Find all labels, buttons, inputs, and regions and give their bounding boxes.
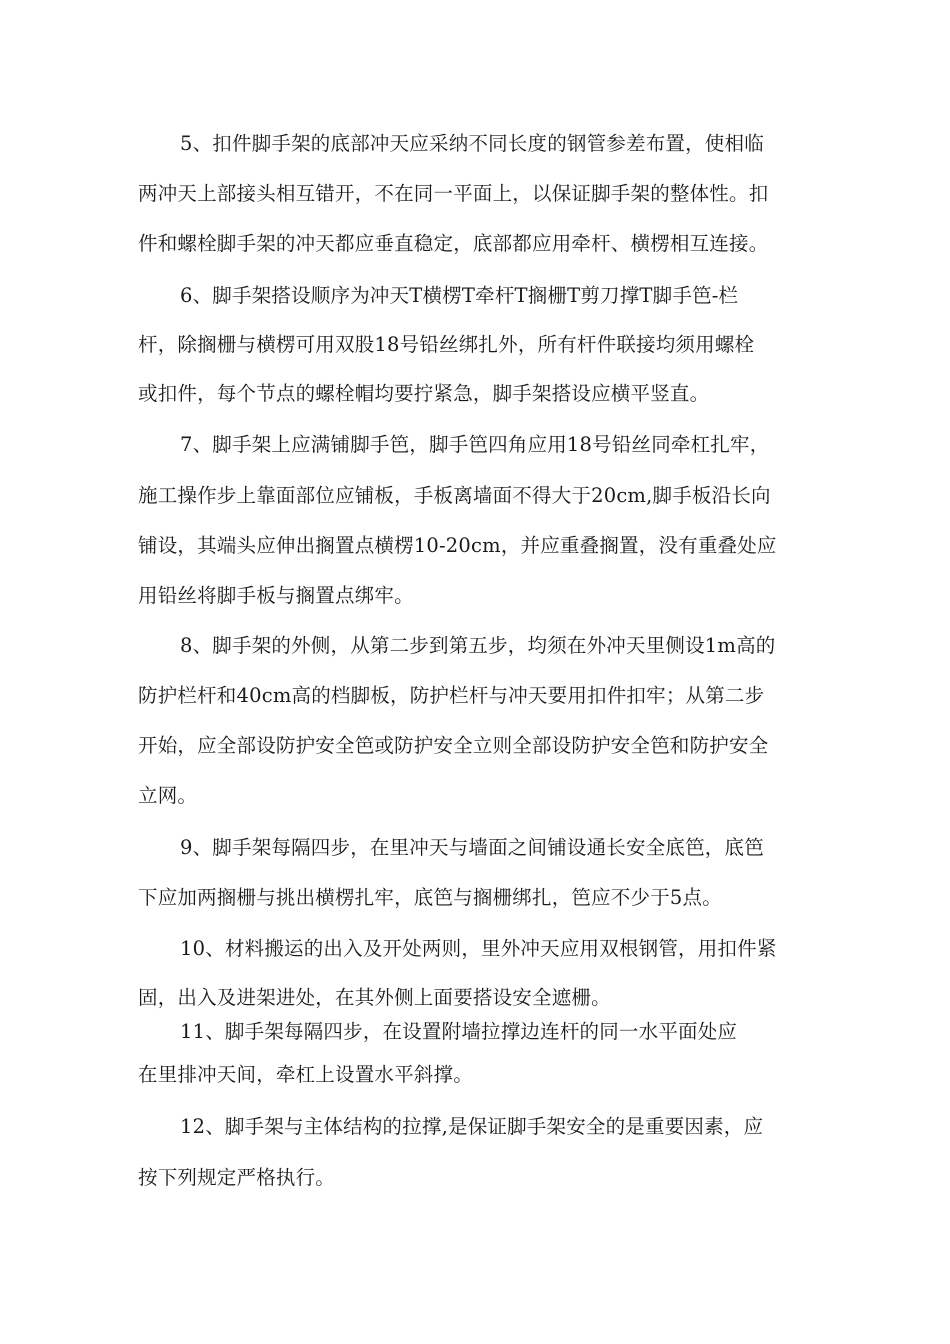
paragraph-8-line-4: 立网。 — [138, 784, 198, 807]
paragraph-5-line-1: 5、扣件脚手架的底部冲天应采纳不同长度的钢管参差布置，使相临 — [180, 132, 764, 155]
paragraph-11-line-2: 在里排冲天间，牵杠上设置水平斜撑。 — [138, 1063, 473, 1086]
paragraph-12-line-2: 按下列规定严格执行。 — [138, 1166, 336, 1189]
paragraph-9-line-2: 下应加两搁栅与挑出横楞扎牢，底笆与搁栅绑扎，笆应不少于5点。 — [138, 886, 722, 909]
paragraph-5-line-3: 件和螺栓脚手架的冲天都应垂直稳定，底部都应用牵杆、横楞相互连接。 — [138, 232, 769, 255]
paragraph-7-line-2: 施工操作步上靠面部位应铺板，手板离墙面不得大于20cm,脚手板沿长向 — [138, 484, 771, 507]
paragraph-7-line-1: 7、脚手架上应满铺脚手笆，脚手笆四角应用18号铅丝同牵杠扎牢， — [180, 433, 770, 456]
paragraph-6-line-1: 6、脚手架搭设顺序为冲天T横楞T牵杆T搁栅T剪刀撑T脚手笆-栏 — [180, 284, 739, 307]
paragraph-11-line-1: 11、脚手架每隔四步，在设置附墙拉撑边连杆的同一水平面处应 — [180, 1020, 738, 1043]
paragraph-5-line-2: 两冲天上部接头相互错开，不在同一平面上，以保证脚手架的整体性。扣 — [138, 182, 769, 205]
paragraph-8-line-1: 8、脚手架的外侧，从第二步到第五步，均须在外冲天里侧设1m高的 — [180, 634, 776, 657]
paragraph-10-line-1: 10、材料搬运的出入及开处两则，里外冲天应用双根钢管，用扣件紧 — [180, 937, 777, 960]
paragraph-8-line-2: 防护栏杆和40cm高的档脚板，防护栏杆与冲天要用扣件扣牢；从第二步 — [138, 684, 765, 707]
paragraph-6-line-2: 杆，除搁栅与横楞可用双股18号铅丝绑扎外，所有杆件联接均须用螺栓 — [138, 333, 755, 356]
paragraph-7-line-3: 铺设，其端头应伸出搁置点横楞10-20cm，并应重叠搁置，没有重叠处应 — [138, 534, 777, 557]
paragraph-9-line-1: 9、脚手架每隔四步，在里冲天与墙面之间铺设通长安全底笆，底笆 — [180, 836, 764, 859]
paragraph-8-line-3: 开始，应全部设防护安全笆或防护安全立则全部设防护安全笆和防护安全 — [138, 734, 769, 757]
paragraph-7-line-4: 用铅丝将脚手板与搁置点绑牢。 — [138, 584, 414, 607]
paragraph-12-line-1: 12、脚手架与主体结构的拉撑,是保证脚手架安全的是重要因素，应 — [180, 1115, 764, 1138]
paragraph-10-line-2: 固，出入及进架进处，在其外侧上面要搭设安全遮栅。 — [138, 986, 611, 1009]
paragraph-6-line-3: 或扣件，每个节点的螺栓帽均要拧紧急，脚手架搭设应横平竖直。 — [138, 382, 710, 405]
